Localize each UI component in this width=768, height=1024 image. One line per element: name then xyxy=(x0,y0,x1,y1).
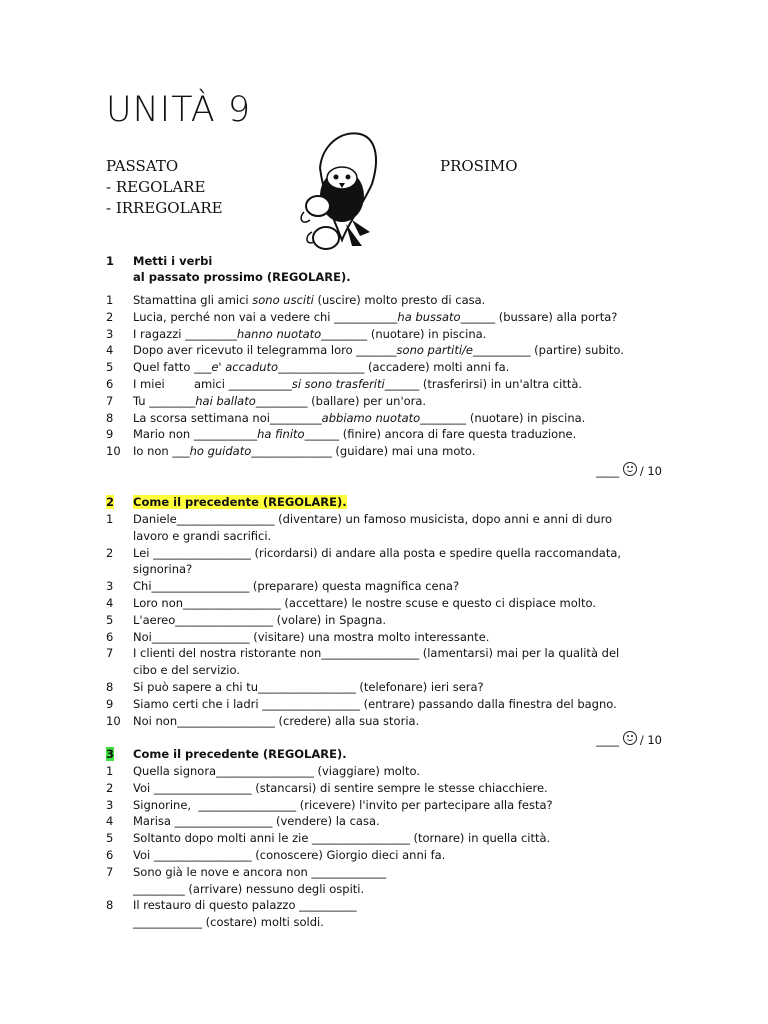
answer-text: hai ballato xyxy=(195,393,256,408)
item-text: Chi_________________ (preparare) questa magnifica cena? xyxy=(133,579,460,594)
exercise-3-heading-label: Come il precedente (REGOLARE). xyxy=(133,747,347,761)
answer-text: si sono trasferiti xyxy=(291,376,385,391)
item-number xyxy=(106,528,133,545)
exercise-item xyxy=(106,830,666,847)
exercise-item xyxy=(106,292,666,309)
exercise-item xyxy=(106,645,666,662)
item-text: L'aereo_________________ (volare) in Spagna. xyxy=(133,612,387,627)
exercise-2-heading-label: Come il precedente (REGOLARE). xyxy=(133,495,347,509)
item-number: 8 xyxy=(106,410,114,425)
item-text-part: _______________ (accadere) molti anni fa. xyxy=(278,360,510,375)
subtitle-regolare: - REGOLARE xyxy=(106,178,206,196)
exercise-item xyxy=(106,864,666,881)
item-text xyxy=(133,359,666,376)
item-number: 1 xyxy=(106,764,114,778)
exercise-item xyxy=(106,393,666,410)
score-blank[interactable]: ____ xyxy=(596,733,623,747)
exercise-item-continuation xyxy=(106,914,666,931)
exercise-item xyxy=(106,780,666,797)
item-text: Soltanto dopo molti anni le zie _________________ (tornare) in quella città. xyxy=(133,831,551,846)
exercise-item-continuation xyxy=(106,528,666,545)
item-text: Siamo certi che i ladri _________________ (entrare) passando dalla finestra del bagno. xyxy=(133,696,617,711)
exercise-1-score-label: / 10 xyxy=(639,464,662,478)
item-text: Signorine, _________________ (ricevere) l'invito per partecipare alla festa? xyxy=(133,797,553,812)
calimero-mascot-image xyxy=(290,128,390,258)
item-text xyxy=(133,410,666,427)
exercise-1-heading xyxy=(106,253,351,285)
exercise-item xyxy=(106,511,666,528)
item-text: Daniele_________________ (diventare) un famoso musicista, dopo anni e anni di duro xyxy=(133,512,613,526)
answer-text: e' accaduto xyxy=(211,360,279,375)
exercise-1-score xyxy=(596,462,662,478)
exercise-item xyxy=(106,578,666,595)
item-text-part: __________ (partire) subito. xyxy=(473,343,624,358)
item-number xyxy=(106,662,133,679)
item-text: Voi _________________ (stancarsi) di sentire sempre le stesse chiacchiere. xyxy=(133,780,548,795)
exercise-item xyxy=(106,326,666,343)
item-text-part: ______ (bussare) alla porta? xyxy=(460,309,618,324)
exercise-item xyxy=(106,763,666,780)
exercise-item xyxy=(106,612,666,629)
item-text: Sono già le nove e ancora non _____________ xyxy=(133,864,387,879)
item-number: 9 xyxy=(106,696,114,711)
item-text xyxy=(133,309,666,326)
item-number xyxy=(106,914,133,931)
exercise-item xyxy=(106,713,666,730)
item-text xyxy=(133,326,666,343)
item-text: cibo e del servizio. xyxy=(133,663,240,678)
item-number: 6 xyxy=(106,376,114,391)
exercise-item xyxy=(106,797,666,814)
exercise-2-heading xyxy=(106,494,347,510)
smiley-icon xyxy=(623,462,637,476)
subtitle-prosimo: PROSIMO xyxy=(440,157,518,175)
item-number: 3 xyxy=(106,579,114,594)
exercise-2-score-label: / 10 xyxy=(639,733,662,747)
exercise-item-continuation xyxy=(106,662,666,679)
item-text-part: _________ (ballare) per un'ora. xyxy=(255,393,427,408)
item-text: I clienti del nostra ristorante non_________________ (lamentarsi) mai per la qualità del xyxy=(133,646,620,661)
item-text-part: Dopo aver ricevuto il telegramma loro _______ xyxy=(133,343,397,358)
item-number: 1 xyxy=(106,512,114,526)
item-number xyxy=(106,561,133,578)
exercise-2-score xyxy=(596,731,662,747)
item-text: Marisa _________________ (vendere) la casa. xyxy=(133,814,380,829)
page-title: UNITÀ 9 xyxy=(106,90,252,130)
exercise-item xyxy=(106,545,666,562)
answer-text: hanno nuotato xyxy=(236,326,322,341)
item-number: 9 xyxy=(106,427,114,442)
item-text-part: I ragazzi _________ xyxy=(133,326,237,341)
item-number: 6 xyxy=(106,629,114,644)
item-text-part: Mario non ___________ xyxy=(133,427,258,442)
item-text: Si può sapere a chi tu_________________ (telefonare) ieri sera? xyxy=(133,679,484,694)
item-number: 3 xyxy=(106,797,114,812)
exercise-1-number: 1 xyxy=(106,254,115,268)
item-number: 5 xyxy=(106,360,114,375)
item-text-part: Lucia, perché non vai a vedere chi ___________ xyxy=(133,309,398,324)
item-text-part: I miei amici ___________ xyxy=(133,376,292,391)
exercise-item xyxy=(106,696,666,713)
item-number: 7 xyxy=(106,864,114,879)
item-number: 5 xyxy=(106,612,114,627)
answer-text: abbiamo nuotato xyxy=(321,410,421,425)
item-text: _________ (arrivare) nessuno degli ospiti. xyxy=(133,881,365,896)
item-text xyxy=(133,376,666,393)
item-number: 4 xyxy=(106,343,114,358)
item-number: 1 xyxy=(106,293,114,307)
exercise-3-heading xyxy=(106,746,347,762)
answer-text: ho guidato xyxy=(189,444,252,459)
item-text: Loro non_________________ (accettare) le nostre scuse e questo ci dispiace molto. xyxy=(133,595,596,610)
exercise-item xyxy=(106,426,666,443)
item-text: Quella signora_________________ (viaggiare) molto. xyxy=(133,764,421,778)
score-blank[interactable]: ____ xyxy=(596,464,623,478)
subtitle-irregolare: - IRREGOLARE xyxy=(106,199,223,217)
exercise-item-continuation xyxy=(106,561,666,578)
item-text-part: ________ (nuotare) in piscina. xyxy=(321,326,487,341)
item-text: Lei _________________ (ricordarsi) di andare alla posta e spedire quella raccomandata, xyxy=(133,545,622,560)
item-text xyxy=(133,426,666,443)
item-number: 4 xyxy=(106,595,114,610)
item-text-part: (uscire) molto presto di casa. xyxy=(313,293,486,307)
item-number: 2 xyxy=(106,780,114,795)
exercise-item xyxy=(106,679,666,696)
answer-text: sono partiti/e xyxy=(396,343,473,358)
item-number: 10 xyxy=(106,713,121,728)
exercise-item xyxy=(106,309,666,326)
item-text: Noi non_________________ (credere) alla sua storia. xyxy=(133,713,420,728)
exercise-item xyxy=(106,359,666,376)
item-number: 8 xyxy=(106,679,114,694)
exercise-item xyxy=(106,410,666,427)
item-number: 10 xyxy=(106,444,121,459)
exercise-item xyxy=(106,376,666,393)
item-number: 7 xyxy=(106,646,114,661)
item-number: 6 xyxy=(106,847,114,862)
item-text xyxy=(133,393,666,410)
exercise-item xyxy=(106,342,666,359)
answer-text: ha finito xyxy=(257,427,305,442)
item-number: 8 xyxy=(106,898,114,913)
exercise-item xyxy=(106,847,666,864)
item-number: 4 xyxy=(106,814,114,829)
item-number: 3 xyxy=(106,326,114,341)
exercise-2-list xyxy=(106,511,666,729)
item-text-part: La scorsa settimana noi_________ xyxy=(133,410,322,425)
exercise-3-number: 3 xyxy=(106,747,115,761)
item-text-part: Quel fatto ___ xyxy=(133,360,212,375)
answer-text: sono usciti xyxy=(252,293,314,307)
smiley-icon xyxy=(623,731,637,745)
item-text-part: ______________ (guidare) mai una moto. xyxy=(251,444,476,459)
exercise-item xyxy=(106,443,666,460)
exercise-item xyxy=(106,813,666,830)
exercise-item xyxy=(106,629,666,646)
item-text-part: Tu ________ xyxy=(133,393,196,408)
item-number: 7 xyxy=(106,393,114,408)
item-text-part: Io non ___ xyxy=(133,444,190,459)
item-text xyxy=(133,342,666,359)
item-text-part: ______ (finire) ancora di fare questa traduzione. xyxy=(304,427,577,442)
exercise-item-continuation xyxy=(106,881,666,898)
item-text: signorina? xyxy=(133,562,193,577)
exercise-3-list xyxy=(106,763,666,931)
item-text xyxy=(133,292,666,309)
exercise-1-list xyxy=(106,292,666,460)
item-text-part: Stamattina gli amici xyxy=(133,293,253,307)
item-number: 2 xyxy=(106,545,114,560)
item-text-part: ________ (nuotare) in piscina. xyxy=(420,410,586,425)
item-number: 2 xyxy=(106,309,114,324)
item-number: 5 xyxy=(106,831,114,846)
exercise-item xyxy=(106,897,666,914)
answer-text: ha bussato xyxy=(397,309,461,324)
item-text: lavoro e grandi sacrifici. xyxy=(133,528,272,543)
item-number xyxy=(106,881,133,898)
exercise-1-heading-line2: al passato prossimo (REGOLARE). xyxy=(133,270,351,284)
item-text xyxy=(133,443,666,460)
item-text-part: ______ (trasferirsi) in un'altra città. xyxy=(384,376,583,391)
item-text: Noi_________________ (visitare) una mostra molto interessante. xyxy=(133,629,490,644)
exercise-1-heading-line1: Metti i verbi xyxy=(133,254,213,268)
item-text: Il restauro di questo palazzo __________ xyxy=(133,898,357,913)
item-text: ____________ (costare) molti soldi. xyxy=(133,915,324,930)
exercise-item xyxy=(106,595,666,612)
subtitle-passato: PASSATO xyxy=(106,157,179,175)
exercise-2-number: 2 xyxy=(106,495,115,509)
item-text: Voi _________________ (conoscere) Giorgio dieci anni fa. xyxy=(133,847,446,862)
